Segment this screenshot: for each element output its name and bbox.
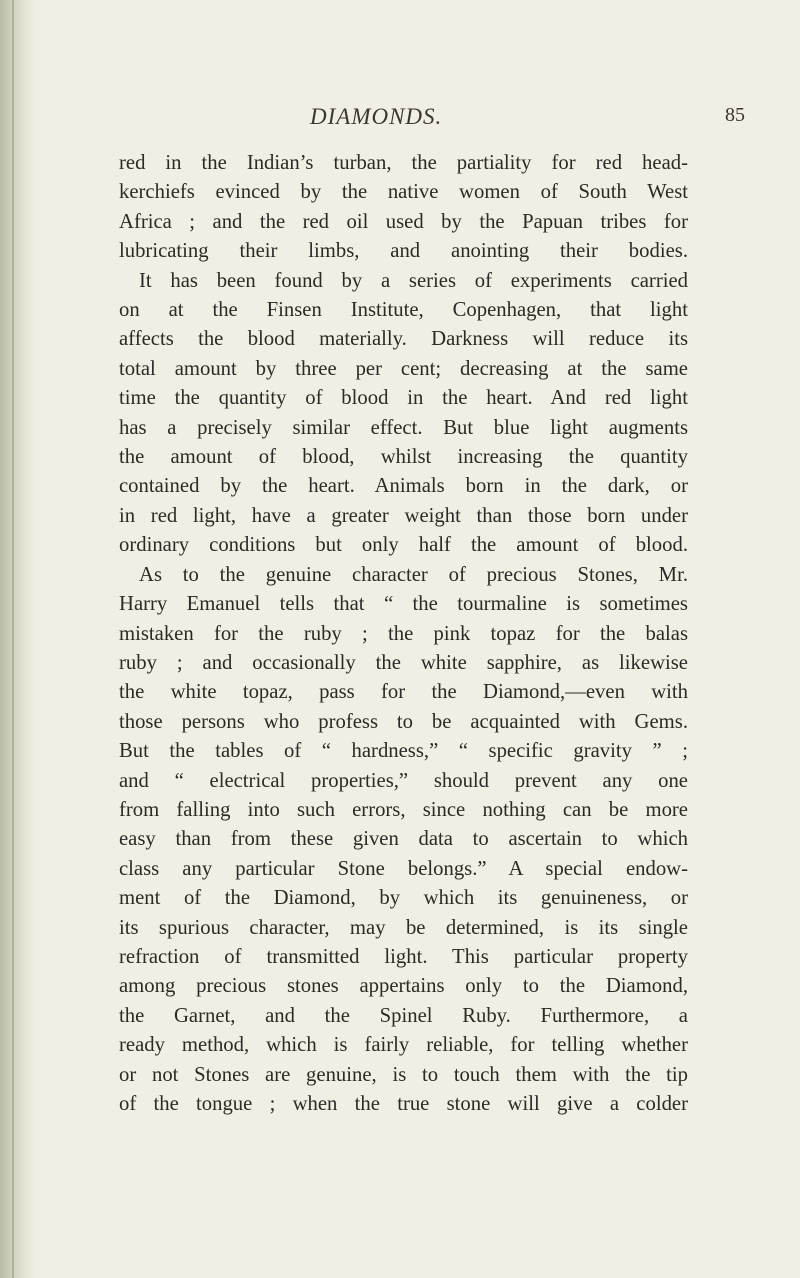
- text-line: the amount of blood, whilst increasing the quantity: [119, 446, 688, 469]
- text-line: lubricating their limbs, and anointing their bodies.: [119, 240, 688, 263]
- text-line: among precious stones appertains only to the Diamond,: [119, 975, 688, 998]
- text-line: of the tongue ; when the true stone will give a colder: [119, 1093, 688, 1115]
- text-line: from falling into such errors, since nothing can be more: [119, 798, 688, 821]
- spine-fold-line: [12, 0, 14, 1278]
- text-line: has a precisely similar effect. But blue light augments: [119, 416, 688, 439]
- text-line: As to the genuine character of precious Stones, Mr.: [139, 563, 688, 586]
- text-line: ready method, which is fairly reliable, for telling whether: [119, 1034, 688, 1057]
- text-line: and “ electrical properties,” should prevent any one: [119, 769, 688, 792]
- text-line: those persons who profess to be acquainted with Gems.: [119, 710, 688, 733]
- text-line: class any particular Stone belongs.” A special endow-: [119, 857, 688, 880]
- text-line: affects the blood materially. Darkness will reduce its: [119, 328, 688, 351]
- text-line: ruby ; and occasionally the white sapphire, as likewise: [119, 651, 688, 674]
- page-number: 85: [725, 104, 745, 126]
- body-text: [119, 149, 688, 1119]
- text-line: on at the Finsen Institute, Copenhagen, that light: [119, 299, 688, 322]
- book-spine-shadow: [0, 0, 36, 1278]
- text-line: ment of the Diamond, by which its genuineness, or: [119, 887, 688, 910]
- text-line: red in the Indian’s turban, the partiality for red head-: [119, 152, 688, 174]
- text-line: mistaken for the ruby ; the pink topaz for the balas: [119, 622, 688, 645]
- text-line: refraction of transmitted light. This particular property: [119, 945, 688, 968]
- text-line: It has been found by a series of experiments carried: [139, 269, 688, 292]
- text-line: kerchiefs evinced by the native women of South West: [119, 181, 688, 204]
- text-line: ordinary conditions but only half the amount of blood.: [119, 534, 688, 557]
- text-line: the white topaz, pass for the Diamond,—even with: [119, 681, 688, 704]
- text-line: the Garnet, and the Spinel Ruby. Furthermore, a: [119, 1004, 688, 1027]
- text-line: total amount by three per cent; decreasing at the same: [119, 357, 688, 380]
- text-line: Harry Emanuel tells that “ the tourmaline is sometimes: [119, 593, 688, 616]
- text-line: easy than from these given data to ascertain to which: [119, 828, 688, 851]
- text-line: time the quantity of blood in the heart. And red light: [119, 387, 688, 410]
- text-line: or not Stones are genuine, is to touch them with the tip: [119, 1063, 688, 1086]
- running-head: DIAMONDS.: [310, 104, 443, 129]
- text-line: in red light, have a greater weight than those born under: [119, 504, 688, 527]
- text-line: But the tables of “ hardness,” “ specific gravity ” ;: [119, 740, 688, 763]
- text-line: Africa ; and the red oil used by the Papuan tribes for: [119, 210, 688, 233]
- text-line: contained by the heart. Animals born in the dark, or: [119, 475, 688, 498]
- text-line: its spurious character, may be determined, is its single: [119, 916, 688, 939]
